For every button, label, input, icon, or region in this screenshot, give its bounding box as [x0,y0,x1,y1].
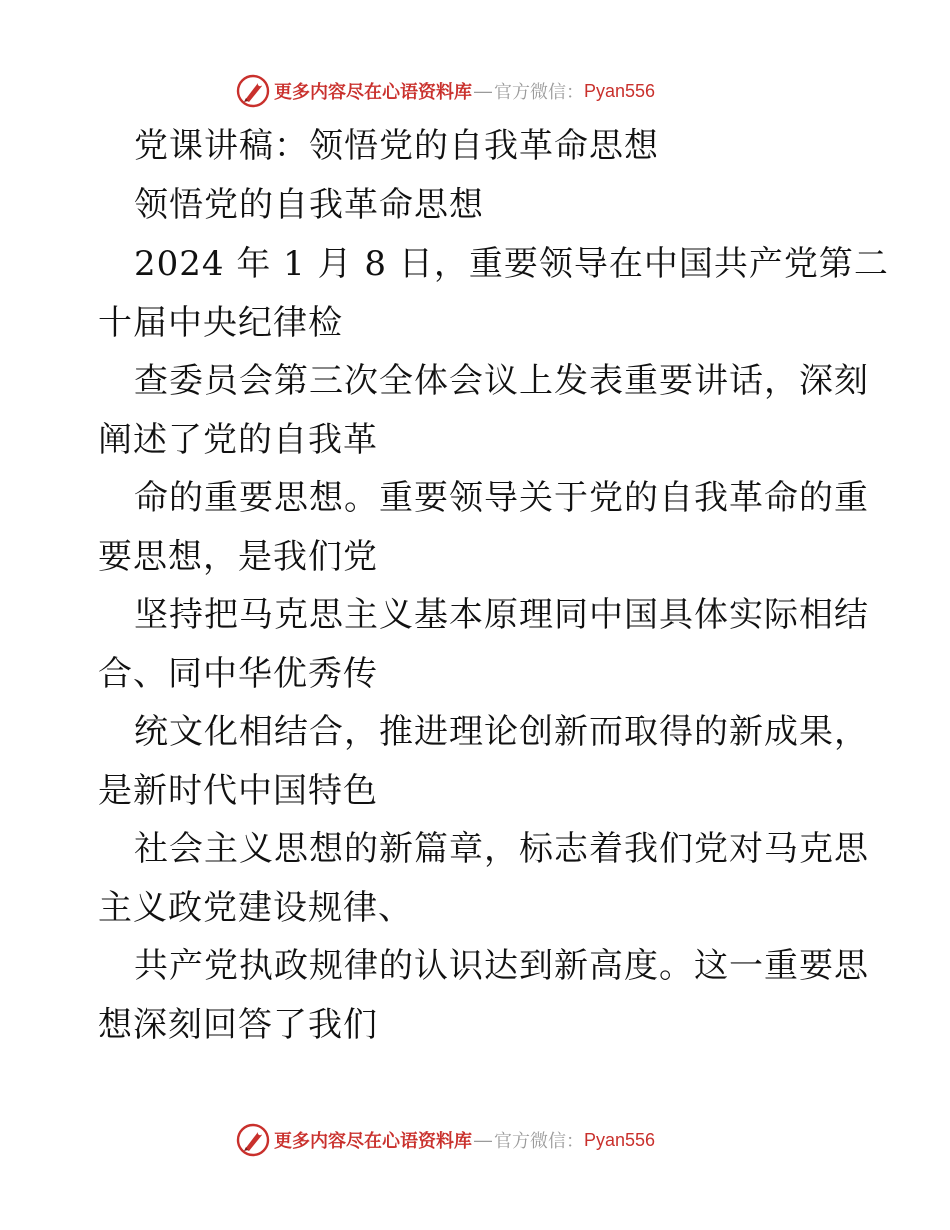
body-line: 坚持把马克思主义基本原理同中国具体实际相结 [134,595,869,635]
body-line: 合、同中华优秀传 [98,654,378,694]
banner-dash: — [474,1129,492,1150]
document-subtitle: 领悟党的自我革命思想 [134,185,484,225]
body-line: 社会主义思想的新篇章，标志着我们党对马克思 [134,829,869,869]
body-line: 十届中央纪律检 [98,303,343,343]
body-line: 共产党执政规律的认识达到新高度。这一重要思 [134,946,869,986]
banner-wechat-id: Pyan556 [584,1129,656,1150]
footer-watermark-banner [236,1123,655,1157]
document-title: 党课讲稿：领悟党的自我革命思想 [134,126,659,166]
body-line: 命的重要思想。重要领导关于党的自我革命的重 [134,478,869,518]
banner-dash: — [474,80,492,101]
body-line: 要思想，是我们党 [98,537,378,577]
body-line: 查委员会第三次全体会议上发表重要讲话，深刻 [134,361,869,401]
header-watermark-banner [236,74,655,108]
body-line: 阐述了党的自我革 [98,420,378,460]
body-line: 想深刻回答了我们 [98,1005,378,1045]
banner-wechat-id: Pyan556 [584,80,656,101]
body-line: 主义政党建设规律、 [98,888,413,928]
quill-pen-logo-icon [236,74,270,108]
quill-pen-logo-icon [236,1123,270,1157]
body-line: 统文化相结合，推进理论创新而取得的新成果， [134,712,869,752]
banner-slogan: 更多内容尽在心语资料库 [274,1131,472,1152]
banner-slogan: 更多内容尽在心语资料库 [274,82,472,103]
body-line: 是新时代中国特色 [98,771,378,811]
banner-wechat-label: 官方微信： [494,1131,584,1152]
banner-wechat-label: 官方微信： [494,82,584,103]
body-line: 2024 年 1 月 8 日，重要领导在中国共产党第二 [134,244,889,284]
